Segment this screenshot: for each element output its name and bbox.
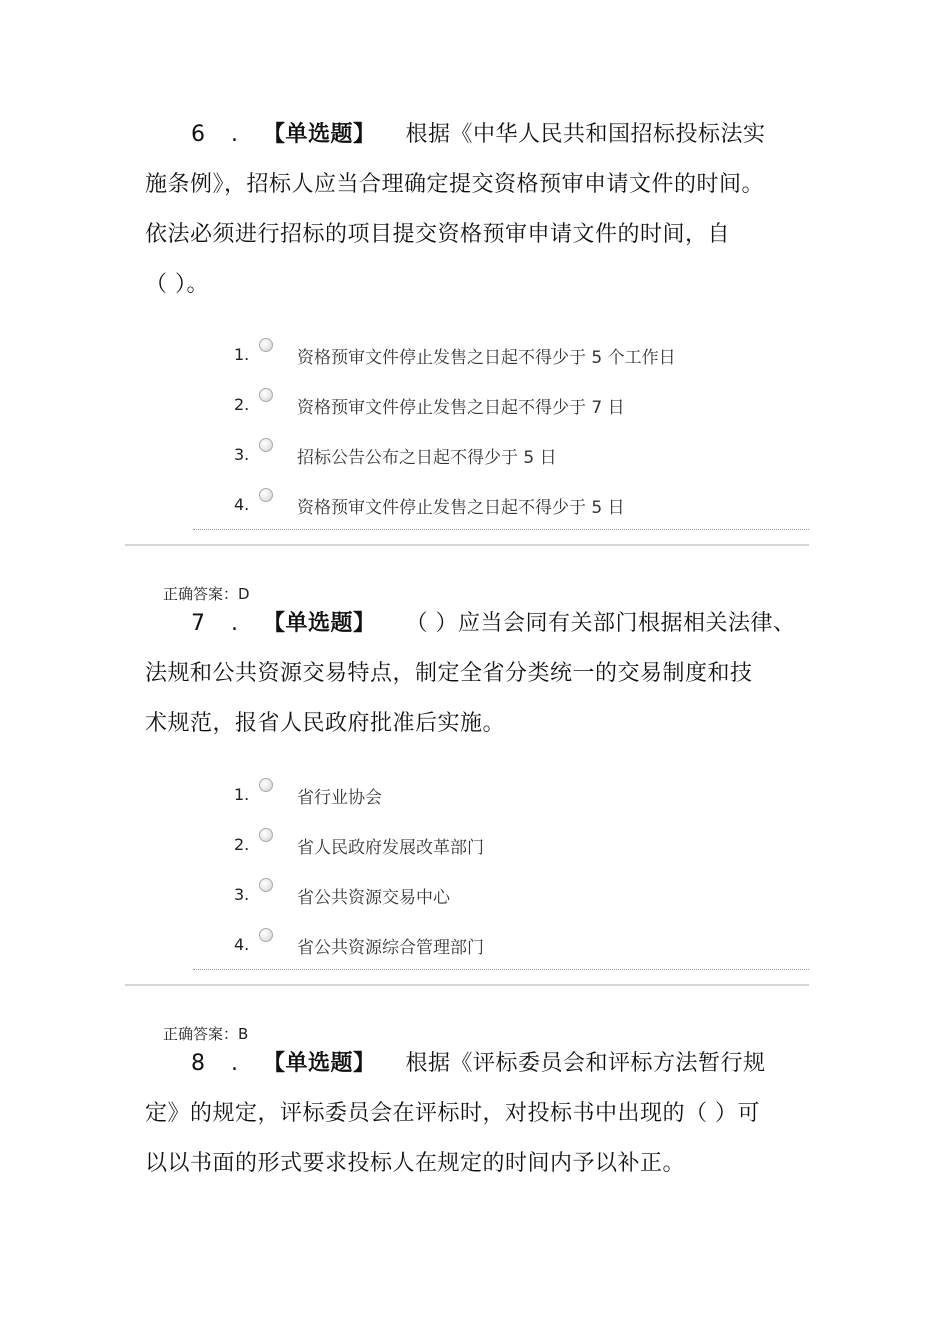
section-divider bbox=[125, 984, 809, 986]
question-line-text: 根据《评标委员会和评标方法暂行规 bbox=[405, 1051, 766, 1076]
question-line: 施条例》，招标人应当合理确定提交资格预审申请文件的时间。 bbox=[145, 172, 765, 197]
option-label: 招标公告公布之日起不得少于 5 日 bbox=[297, 448, 557, 468]
dotted-divider bbox=[193, 969, 809, 970]
question-type: 【单选题】 bbox=[263, 611, 376, 636]
option-label: 省公共资源交易中心 bbox=[297, 888, 450, 908]
question-line: （ ）。 bbox=[145, 272, 209, 297]
option-number: 4. bbox=[234, 495, 250, 514]
radio-button[interactable] bbox=[259, 488, 273, 502]
radio-button[interactable] bbox=[259, 928, 273, 942]
option-number: 3. bbox=[234, 445, 250, 464]
section-divider bbox=[125, 544, 809, 546]
question-type: 【单选题】 bbox=[263, 1051, 376, 1076]
option-label: 资格预审文件停止发售之日起不得少于 5 日 bbox=[297, 498, 625, 518]
question-number: 8 bbox=[191, 1051, 206, 1076]
option-number: 1. bbox=[234, 785, 250, 804]
question-dot: . bbox=[231, 611, 239, 636]
question-line bbox=[145, 599, 815, 649]
correct-answer: 正确答案：B bbox=[163, 1025, 249, 1043]
question-line bbox=[145, 110, 815, 160]
question-dot: . bbox=[231, 1051, 239, 1076]
question-line-text: 根据《中华人民共和国招标投标法实 bbox=[405, 122, 766, 147]
option-label: 省行业协会 bbox=[297, 788, 382, 808]
radio-button[interactable] bbox=[259, 878, 273, 892]
option-label: 省公共资源综合管理部门 bbox=[297, 938, 484, 958]
question-type: 【单选题】 bbox=[263, 122, 376, 147]
option-number: 4. bbox=[234, 935, 250, 954]
radio-button[interactable] bbox=[259, 388, 273, 402]
option-number: 2. bbox=[234, 395, 250, 414]
option-number: 1. bbox=[234, 345, 250, 364]
question-text bbox=[145, 599, 815, 749]
radio-button[interactable] bbox=[259, 338, 273, 352]
radio-button[interactable] bbox=[259, 778, 273, 792]
question-line: 依法必须进行招标的项目提交资格预审申请文件的时间，自 bbox=[145, 222, 731, 247]
question-line: 法规和公共资源交易特点，制定全省分类统一的交易制度和技 bbox=[145, 661, 753, 686]
question-line bbox=[145, 1039, 815, 1089]
question-number: 6 bbox=[191, 122, 206, 147]
question-line: 定》的规定，评标委员会在评标时，对投标书中出现的（ ）可 bbox=[145, 1101, 760, 1126]
question-number: 7 bbox=[191, 611, 206, 636]
option-label: 资格预审文件停止发售之日起不得少于 7 日 bbox=[297, 398, 625, 418]
option-label: 省人民政府发展改革部门 bbox=[297, 838, 484, 858]
option-label: 资格预审文件停止发售之日起不得少于 5 个工作日 bbox=[297, 348, 676, 368]
radio-button[interactable] bbox=[259, 828, 273, 842]
correct-answer: 正确答案：D bbox=[163, 585, 250, 603]
option-number: 2. bbox=[234, 835, 250, 854]
radio-button[interactable] bbox=[259, 438, 273, 452]
question-line-text: （ ）应当会同有关部门根据相关法律、 bbox=[405, 611, 796, 636]
question-line: 术规范，报省人民政府批准后实施。 bbox=[145, 711, 506, 736]
dotted-divider bbox=[193, 529, 809, 530]
option-number: 3. bbox=[234, 885, 250, 904]
question-dot: . bbox=[231, 122, 239, 147]
question-text bbox=[145, 110, 815, 310]
question-line: 以以书面的形式要求投标人在规定的时间内予以补正。 bbox=[145, 1151, 686, 1176]
question-text bbox=[145, 1039, 815, 1189]
